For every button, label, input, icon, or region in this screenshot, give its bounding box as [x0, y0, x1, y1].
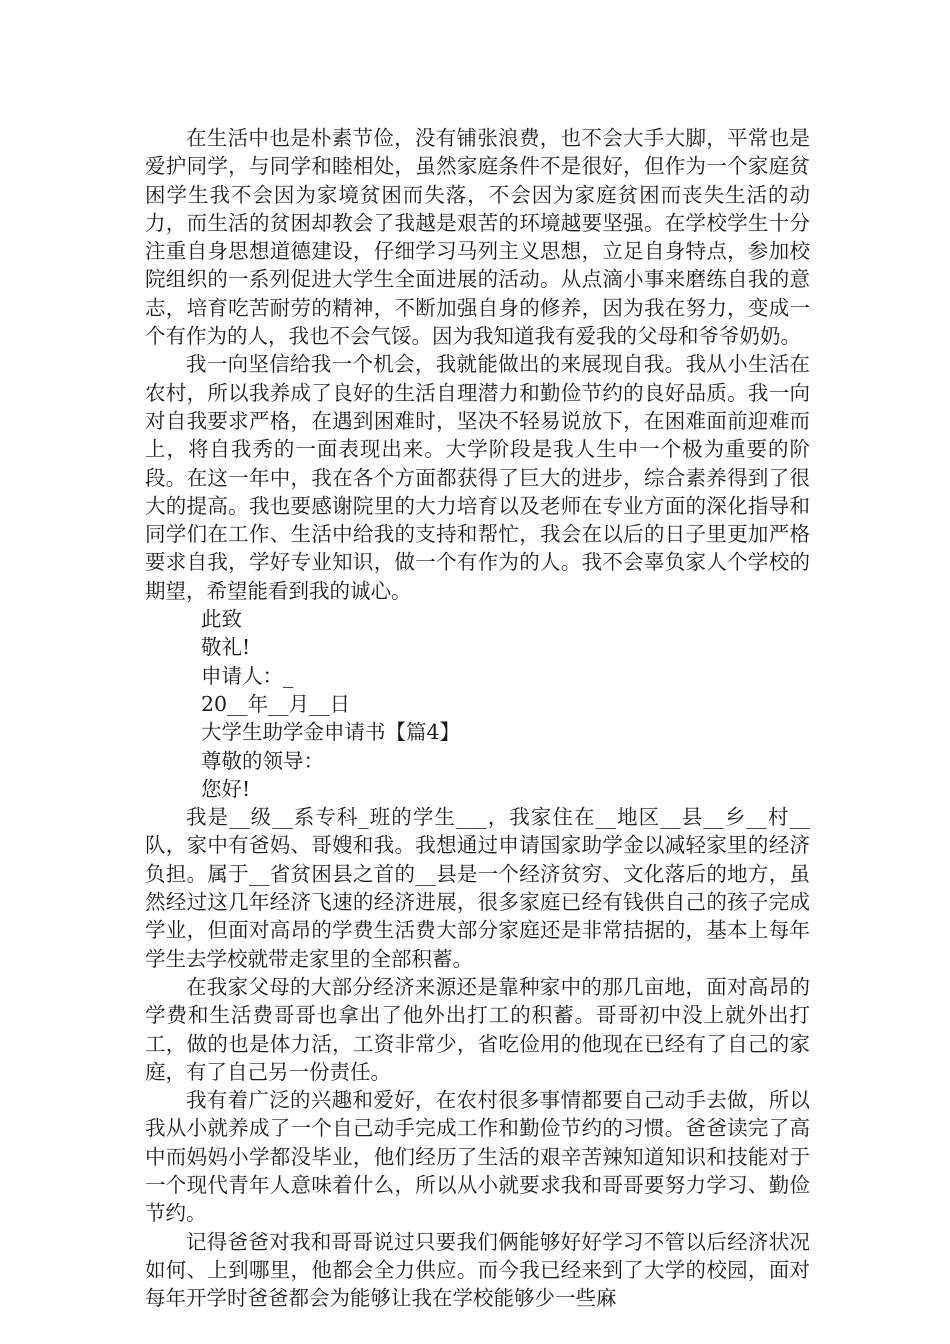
- closing-jing-li: 敬礼!: [201, 635, 251, 660]
- body-paragraph: 记得爸爸对我和哥哥说过只要我们俩能够好好学习不管以后经济状况如何、上到哪里，他都会全力供应。而今我已经来到了大学的校园，面对每年开学时爸爸都会为能够让我在学校能够少一些麻: [145, 1229, 810, 1311]
- applicant-line: 申请人：_: [201, 663, 294, 688]
- document-body: [145, 124, 810, 1312]
- body-paragraph: 我有着广泛的兴趣和爱好，在农村很多事情都要自己动手去做，所以我从小就养成了一个自己动手完成工作和勤俭节约的习惯。爸爸读完了高中而妈妈小学都没毕业，他们经历了生活的艰辛苦辣知道知识和技能对于一个现代青年人意味着什么，所以从小就要求我和哥哥要努力学习、勤俭节约。: [145, 1088, 810, 1226]
- body-paragraph: 在生活中也是朴素节俭，没有铺张浪费，也不会大手大脚，平常也是爱护同学，与同学和睦相处，虽然家庭条件不是很好，但作为一个家庭贫困学生我不会因为家境贫困而失落，不会因为家庭贫困而丧失生活的动力，而生活的贫困却教会了我越是艰苦的环境越要坚强。在学校学生十分注重自身思想道德建设，仔细学习马列主义思想，立足自身特点，参加校院组织的一系列促进大学生全面进展的活动。从点滴小事来磨练自我的意志，培育吃苦耐劳的精神，不断加强自身的修养，因为我在努力，变成一个有作为的人，我也不会气馁。因为我知道我有爱我的父母和爷爷奶奶。: [145, 126, 810, 349]
- date-line: 20__年__月__日: [201, 691, 351, 716]
- section-title: 大学生助学金申请书【篇4】: [201, 720, 461, 745]
- body-paragraph: 我是__级__系专科_班的学生___，我家住在__地区__县__乡__村__队，家中有爸妈、哥嫂和我。我想通过申请国家助学金以减轻家里的经济负担。属于__省贫困县之首的__县是一个经济贫穷、文化落后的地方，虽然经过这几年经济飞速的经济进展，很多家庭已经有钱供自己的孩子完成学业，但面对高昂的学费生活费大部分家庭还是非常拮据的，基本上每年学生去学校就带走家里的全部积蓄。: [145, 805, 810, 971]
- closing-ci-zhi: 此致: [201, 607, 242, 632]
- body-paragraph: 在我家父母的大部分经济来源还是靠种家中的那几亩地，面对高昂的学费和生活费哥哥也拿出了他外出打工的积蓄。哥哥初中没上就外出打工，做的也是体力活，工资非常少，省吃俭用的他现在已经有了自己的家庭，有了自己另一份责任。: [145, 974, 810, 1084]
- salutation: 尊敬的领导：: [201, 748, 324, 773]
- greeting: 您好!: [201, 776, 251, 801]
- body-paragraph: 我一向坚信给我一个机会，我就能做出的来展现自我。我从小生活在农村，所以我养成了良好的生活自理潜力和勤俭节约的良好品质。我一向对自我要求严格，在遇到困难时，坚决不轻易说放下，在困难面前迎难而上，将自我秀的一面表现出来。大学阶段是我人生中一个极为重要的阶段。在这一年中，我在各个方面都获得了巨大的进步，综合素养得到了很大的提高。我也要感谢院里的大力培育以及老师在专业方面的深化指导和同学们在工作、生活中给我的支持和帮忙，我会在以后的日子里更加严格要求自我，学好专业知识，做一个有作为的人。我不会辜负家人个学校的期望，希望能看到我的诚心。: [145, 352, 810, 603]
